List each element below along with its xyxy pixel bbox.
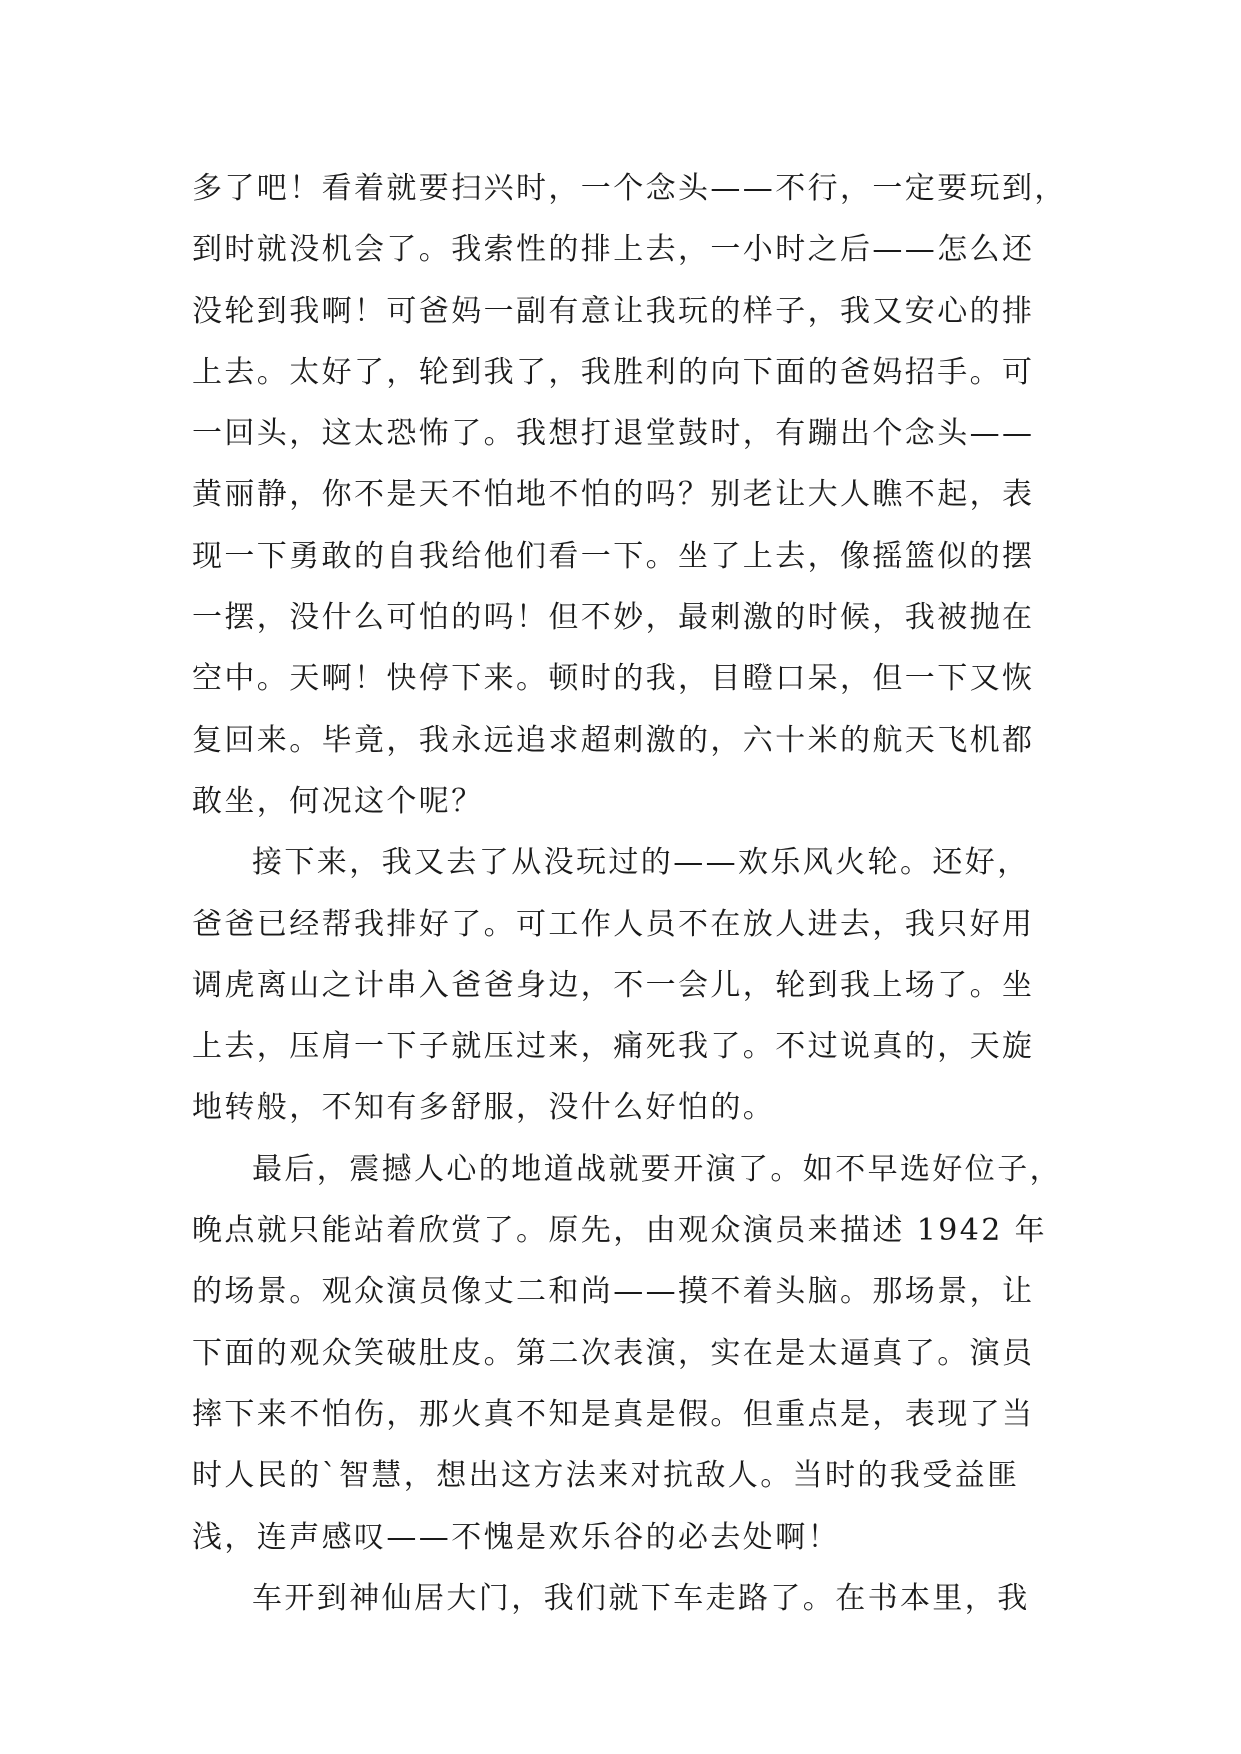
paragraph-first-line: 车开到神仙居大门，我们就下车走路了。在书本里，我 — [252, 1580, 1030, 1616]
text-line: 晚点就只能站着欣赏了。原先，由观众演员来描述 1942 年 — [192, 1213, 1048, 1249]
text-line: 到时就没机会了。我索性的排上去，一小时之后——怎么还 — [192, 232, 1035, 268]
paragraph-first-line: 最后，震撼人心的地道战就要开演了。如不早选好位子， — [252, 1151, 1062, 1187]
text-line: 敢坐，何况这个呢？ — [192, 783, 484, 819]
text-line: 没轮到我啊！可爸妈一副有意让我玩的样子，我又安心的排 — [192, 293, 1035, 329]
text-line: 调虎离山之计串入爸爸身边，不一会儿，轮到我上场了。坐 — [192, 967, 1035, 1003]
text-line: 复回来。毕竟，我永远追求超刺激的，六十米的航天飞机都 — [192, 722, 1035, 758]
text-line: 的场景。观众演员像丈二和尚——摸不着头脑。那场景，让 — [192, 1274, 1035, 1310]
text-line: 爸爸已经帮我排好了。可工作人员不在放人进去，我只好用 — [192, 906, 1035, 942]
text-line: 摔下来不怕伤，那火真不知是真是假。但重点是，表现了当 — [192, 1396, 1035, 1432]
paragraph-first-line: 接下来，我又去了从没玩过的——欢乐风火轮。还好， — [252, 845, 1030, 881]
text-line: 一摆，没什么可怕的吗！但不妙，最刺激的时候，我被抛在 — [192, 600, 1035, 636]
text-line: 上去。太好了，轮到我了，我胜利的向下面的爸妈招手。可 — [192, 354, 1035, 390]
text-line: 空中。天啊！快停下来。顿时的我，目瞪口呆，但一下又恢 — [192, 661, 1035, 697]
essay-body — [192, 158, 1067, 1629]
text-line: 下面的观众笑破肚皮。第二次表演，实在是太逼真了。演员 — [192, 1335, 1035, 1371]
text-line: 现一下勇敢的自我给他们看一下。坐了上去，像摇篮似的摆 — [192, 538, 1035, 574]
text-line: 地转般，不知有多舒服，没什么好怕的。 — [192, 1090, 776, 1126]
text-line: 一回头，这太恐怖了。我想打退堂鼓时，有蹦出个念头—— — [192, 416, 1035, 452]
text-line: 上去，压肩一下子就压过来，痛死我了。不过说真的，天旋 — [192, 1029, 1035, 1065]
text-line: 黄丽静，你不是天不怕地不怕的吗？别老让大人瞧不起，表 — [192, 477, 1035, 513]
text-line: 多了吧！看着就要扫兴时，一个念头——不行，一定要玩到， — [192, 171, 1067, 206]
text-line: 浅，连声感叹——不愧是欢乐谷的必去处啊！ — [192, 1519, 840, 1555]
text-line: 时人民的`智慧，想出这方法来对抗敌人。当时的我受益匪 — [192, 1458, 1020, 1494]
